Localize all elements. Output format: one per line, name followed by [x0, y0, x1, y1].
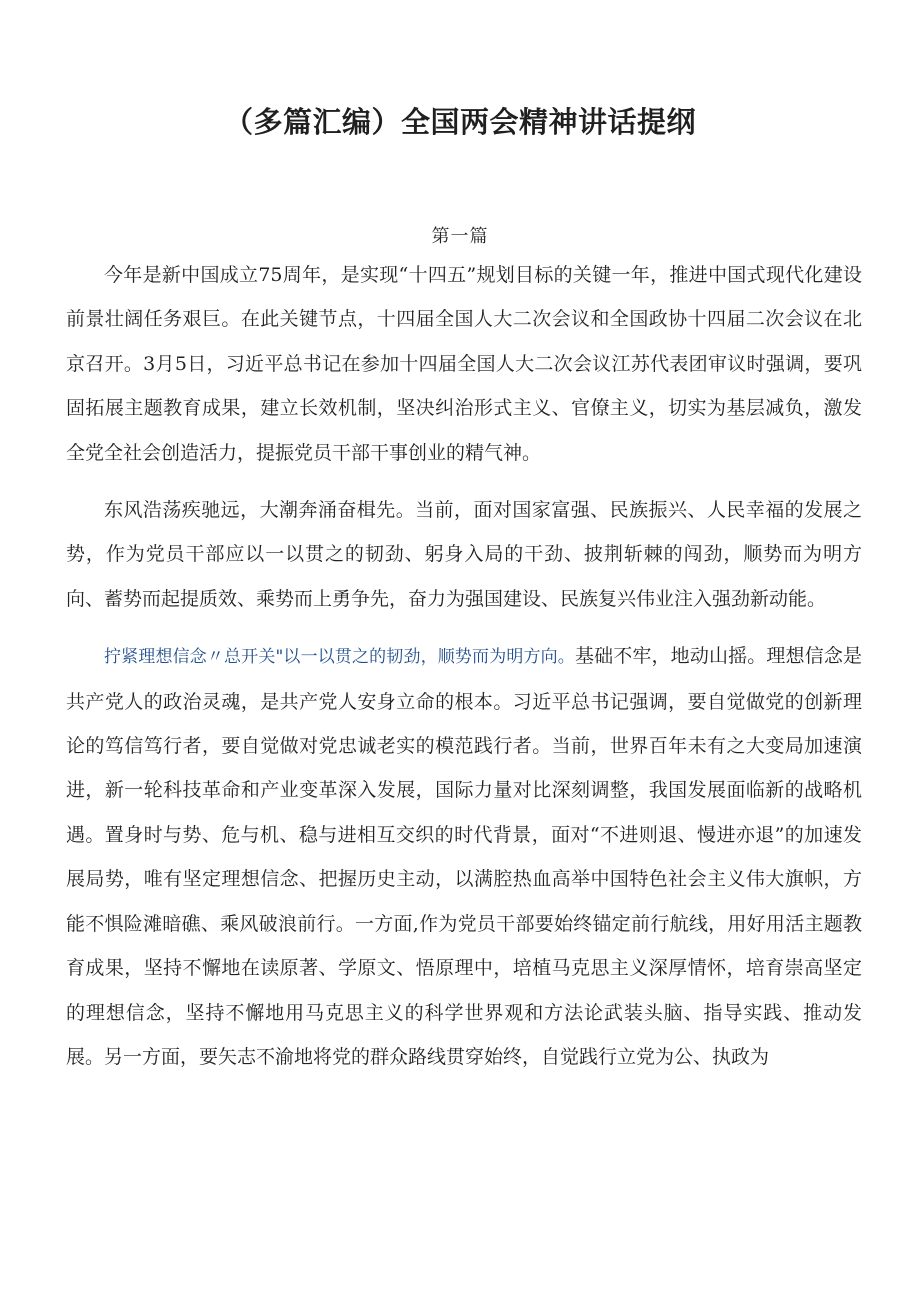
paragraph-2-text: 东风浩荡疾驰远，大潮奔涌奋楫先。当前，面对国家富强、民族振兴、人民幸福的发展之势，作为党员干部应以一以贯之的韧劲、躬身入局的干劲、披荆斩棘的闯劲，顺势而为明方向、蓄势而起提质效、乘势而上勇争先，奋力为强国建设、民族复兴伟业注入强劲新动能。: [66, 499, 862, 610]
section-heading: 第一篇: [431, 226, 489, 247]
paragraph-3-text: 基础不牢，地动山摇。理想信念是共产党人的政治灵魂，是共产党人安身立命的根本。习近平总书记强调，要自觉做党的创新理论的笃信笃行者，要自觉做对党忠诚老实的模范践行者。当前，世界百年未有之大变局加速演进，新一轮科技革命和产业变革深入发展，国际力量对比深刻调整，我国发展面临新的战略机遇。置身时与势、危与机、稳与进相互交织的时代背景，面对“不进则退、慢进亦退”的加速发展局势，唯有坚定理想信念、把握历史主动，以满腔热血高举中国特色社会主义伟大旗帜，方能不惧险滩暗礁、乘风破浪前行。一方面,作为党员干部要始终锚定前行航线，用好用活主题教育成果，坚持不懈地在读原著、学原文、悟原理中，培植马克思主义深厚情怀，培育崇高坚定的理想信念，坚持不懈地用马克思主义的科学世界观和方法论武装头脑、指导实践、推动发展。另一方面，要矢志不渝地将党的群众路线贯穿始终，自觉践行立党为公、执政为: [66, 645, 862, 1068]
paragraph-3: [66, 634, 862, 1079]
paragraph-1-text: 今年是新中国成立75周年，是实现“十四五”规划目标的关键一年，推进中国式现代化建设前景壮阔任务艰巨。在此关键节点，十四届全国人大二次会议和全国政协十四届二次会议在北京召开。3月5日，习近平总书记在参加十四届全国人大二次会议江苏代表团审议时强调，要巩固拓展主题教育成果，建立长效机制，坚决纠治形式主义、官僚主义，切实为基层减负，激发全党全社会创造活力，提振党员干部干事创业的精气神。: [66, 264, 862, 464]
paragraph-2: [66, 488, 862, 621]
paragraph-3-lead-heading: 拧紧理想信念〃总开关"以一以贯之的韧劲，顺势而为明方向。: [104, 647, 575, 668]
paragraph-1: [66, 253, 862, 475]
document-title: （多篇汇编）全国两会精神讲话提纲: [223, 105, 696, 139]
document-body: [66, 253, 862, 1092]
